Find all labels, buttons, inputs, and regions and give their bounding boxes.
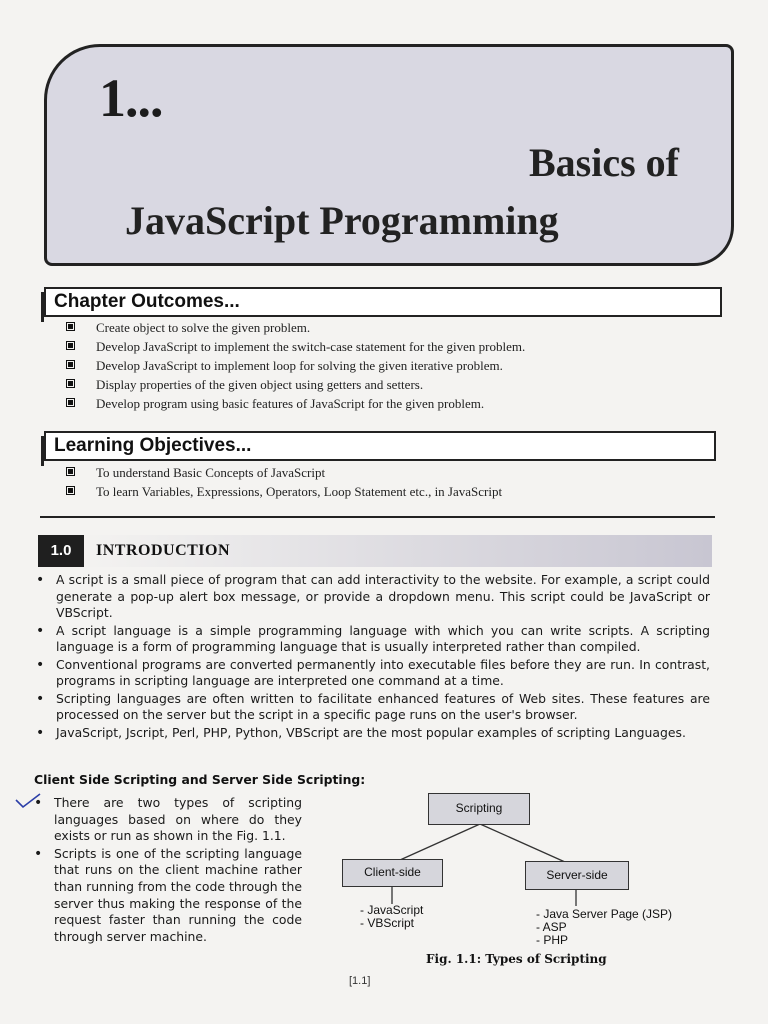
section-title: INTRODUCTION: [96, 542, 231, 559]
square-bullet-icon: [66, 486, 75, 495]
chapter-outcomes-list: [66, 318, 525, 413]
list-item: • Scripts is one of the scripting language that runs on the client machine rather than running from the code through the server thus making the response of the request faster than running the code through server machine.: [30, 846, 302, 946]
square-bullet-icon: [66, 398, 75, 407]
section-divider: [40, 516, 715, 518]
list-item: • There are two types of scripting languages based on where do they exists or run as shown in the Fig. 1.1.: [30, 795, 302, 845]
list-item: • Scripting languages are often written to facilitate enhanced features of Web sites. These features are processed on the server but the script in a specific page runs on the user's browser.: [34, 691, 710, 724]
list-item: Develop program using basic features of JavaScript for the given problem.: [66, 394, 525, 413]
list-item: Display properties of the given object using getters and setters.: [66, 375, 525, 394]
server-side-node: Server-side: [525, 861, 629, 890]
chapter-number: 1...: [99, 68, 163, 128]
learning-objectives-heading: Learning Objectives...: [54, 435, 252, 456]
list-item: To understand Basic Concepts of JavaScript: [66, 463, 502, 482]
list-item: Develop JavaScript to implement the switch-case statement for the given problem.: [66, 337, 525, 356]
square-bullet-icon: [66, 379, 75, 388]
client-server-bullets: [30, 795, 302, 946]
learning-objectives-heading-box: [44, 431, 716, 461]
chapter-title-box: [44, 44, 734, 266]
chapter-title-line1: Basics of: [529, 140, 679, 185]
square-bullet-icon: [66, 467, 75, 476]
client-side-examples: - JavaScript - VBScript: [360, 903, 424, 930]
square-bullet-icon: [66, 360, 75, 369]
list-item: Create object to solve the given problem.: [66, 318, 525, 337]
introduction-heading-bar: [38, 535, 712, 567]
scripting-node: Scripting: [428, 793, 530, 825]
introduction-bullets: [34, 572, 710, 742]
server-side-examples: - Java Server Page (JSP) - ASP - PHP: [536, 907, 673, 947]
section-number: 1.0: [38, 535, 84, 567]
chapter-outcomes-heading-box: [44, 287, 722, 317]
learning-objectives-list: [66, 463, 502, 501]
square-bullet-icon: [66, 341, 75, 350]
list-item: • A script is a small piece of program that can add interactivity to the website. For example, a script could generate a pop-up alert box message, or provide a dropdown menu. This script could be JavaScript or VBScript.: [34, 572, 710, 622]
list-item: To learn Variables, Expressions, Operators, Loop Statement etc., in JavaScript: [66, 482, 502, 501]
list-item: Develop JavaScript to implement loop for solving the given iterative problem.: [66, 356, 525, 375]
chapter-outcomes-heading: Chapter Outcomes...: [54, 291, 240, 312]
figure-caption: Fig. 1.1: Types of Scripting: [426, 952, 607, 966]
client-side-node: Client-side: [342, 859, 443, 887]
list-item: • A script language is a simple programming language with which you can write scripts. A scripting language is a form of programming language that is usually interpreted rather than compiled.: [34, 623, 710, 656]
client-server-heading: Client Side Scripting and Server Side Scripting:: [34, 772, 366, 787]
page-number: [1.1]: [349, 975, 371, 987]
chapter-title-line2: JavaScript Programming: [125, 198, 559, 243]
square-bullet-icon: [66, 322, 75, 331]
list-item: • JavaScript, Jscript, Perl, PHP, Python, VBScript are the most popular examples of scripting Languages.: [34, 725, 710, 742]
list-item: • Conventional programs are converted permanently into executable files before they are run. In contrast, programs in scripting language are interpreted one command at a time.: [34, 657, 710, 690]
